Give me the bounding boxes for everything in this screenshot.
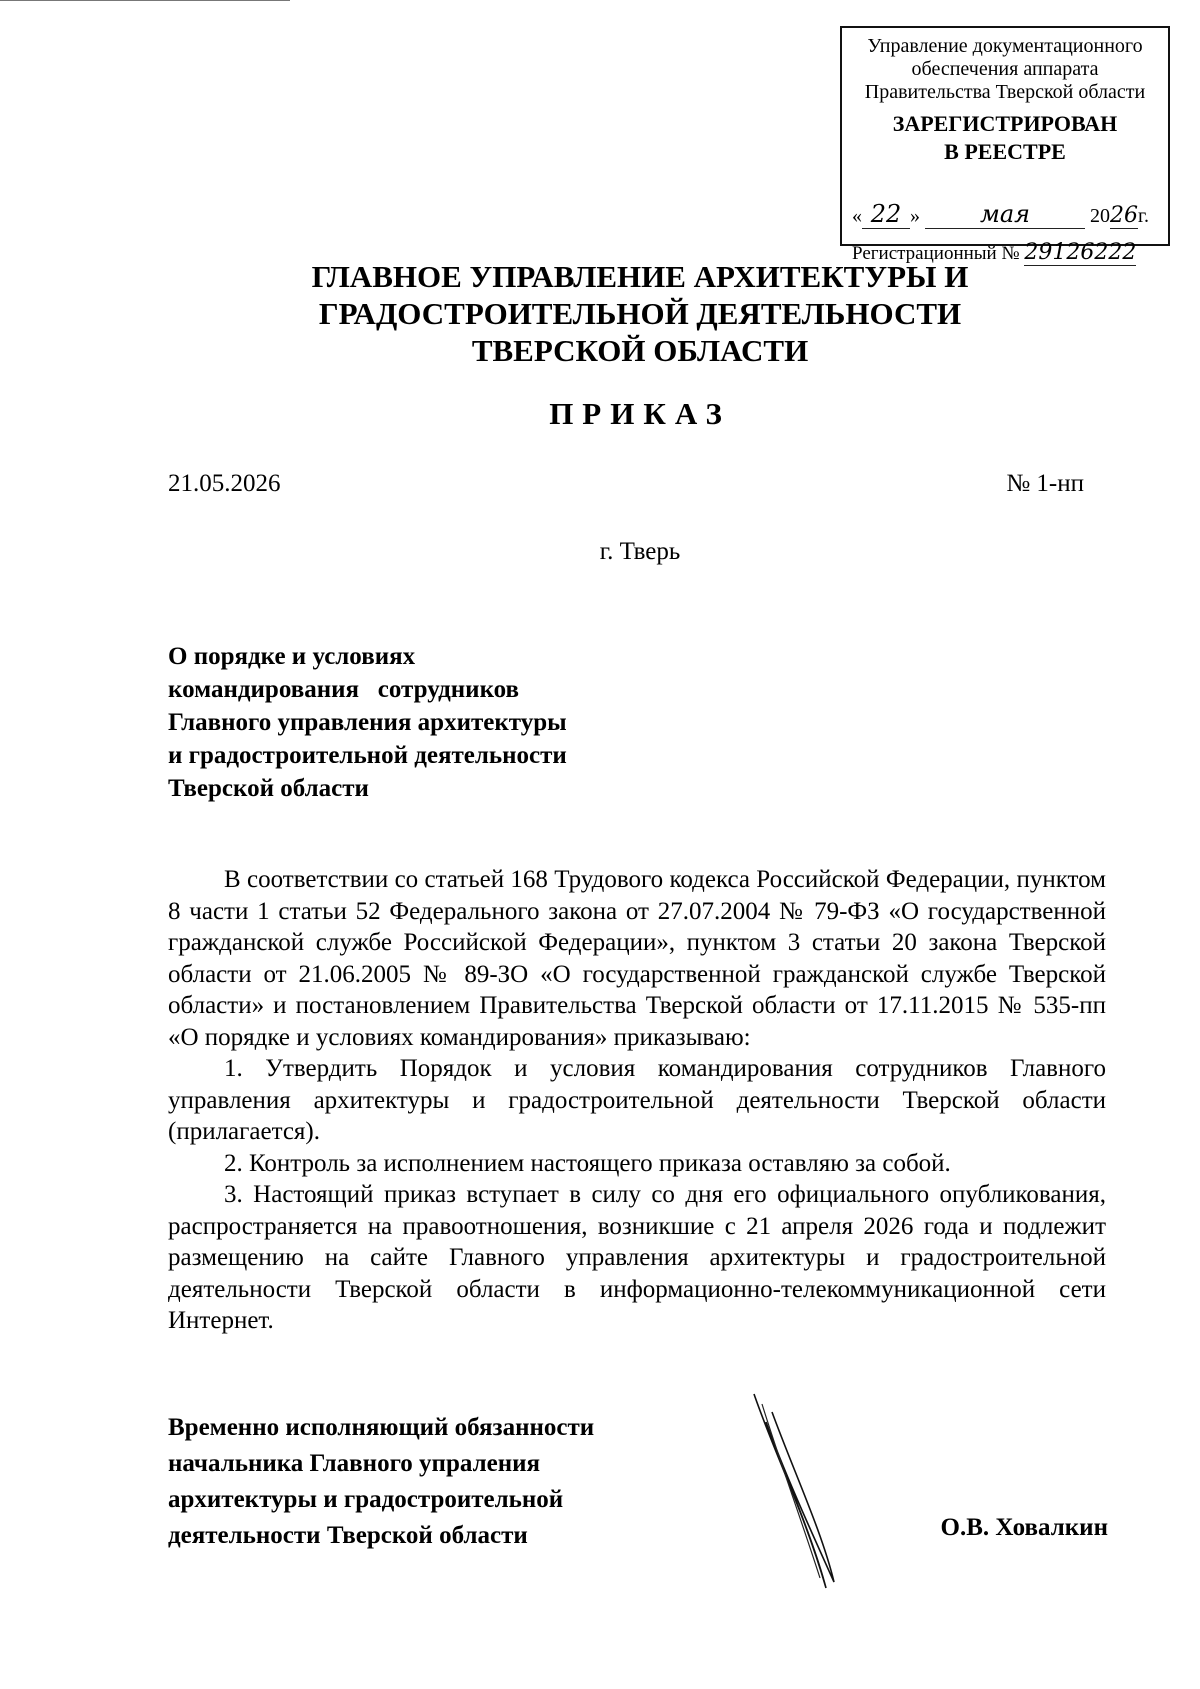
subject-line: Главного управления архитектуры — [168, 709, 567, 736]
subject-line: О порядке и условиях — [168, 643, 416, 670]
stamp-dept-line: Управление документационного — [867, 35, 1143, 57]
handwritten-signature — [744, 1392, 854, 1592]
stamp-year-suffix: 26 — [1110, 203, 1138, 228]
organization-name — [0, 258, 1200, 369]
registration-stamp — [840, 26, 1170, 265]
signer-position-line: деятельности Тверской области — [168, 1522, 528, 1549]
signer-position — [168, 1410, 594, 1554]
body-paragraph: 2. Контроль за исполнением настоящего приказа оставляю за собой. — [224, 1149, 951, 1177]
signer-position-line: начальника Главного упраления — [168, 1450, 541, 1477]
document-date: 21.05.2026 — [168, 470, 281, 497]
body-paragraph: 3. Настоящий приказ вступает в силу со дня его официального опубликования, распространяется на правоотношения, возникшие с 21 апреля 2026 года и подлежит размещению на сайте Главного управления архитектуры и градостроительной деятельности Тверской области в информационно-телекоммуникационной сети Интернет. — [168, 1181, 1106, 1334]
org-line: ГРАДОСТРОИТЕЛЬНОЙ ДЕЯТЕЛЬНОСТИ — [318, 296, 962, 331]
stamp-day: 22 — [862, 200, 910, 229]
document-body — [168, 864, 1106, 1337]
signer-position-line: архитектуры и градостроительной — [168, 1486, 564, 1513]
org-line: ГЛАВНОЕ УПРАВЛЕНИЕ АРХИТЕКТУРЫ И — [311, 259, 969, 294]
stamp-month: мая — [925, 200, 1085, 229]
document-subject — [168, 640, 567, 805]
subject-line: и градостроительной деятельности — [168, 742, 567, 769]
document-city: г. Тверь — [599, 538, 681, 565]
body-paragraph: В соответствии со статьей 168 Трудового кодекса Российской Федерации, пунктом 8 части 1 статьи 52 Федерального закона от 27.07.2004 № 79-ФЗ «О государственной гражданской службе Российской Федерации», пунктом 3 статьи 20 закона Тверской области от 21.06.2005 № 89-ЗО «О государственной гражданской службе Тверской области» и постановлением Правительства Тверской области от 17.11.2015 № 535-пп «О порядке и условиях командирования» приказываю: — [168, 866, 1106, 1051]
stamp-reg-label: Регистрационный № — [852, 243, 1020, 264]
signer-name: О.В. Ховалкин — [940, 1514, 1108, 1541]
body-paragraph: 1. Утвердить Порядок и условия командирования сотрудников Главного управления архитектуры и градостроительной деятельности Тверской области (прилагается). — [168, 1055, 1106, 1145]
document-number: № 1-нп — [1006, 470, 1084, 497]
subject-line: командирования сотрудников — [168, 676, 520, 703]
scan-artifact-line — [0, 0, 290, 1]
stamp-dept-line: Правительства Тверской области — [864, 81, 1146, 103]
signer-position-line: Временно исполняющий обязанности — [168, 1414, 595, 1441]
stamp-year-prefix: 20 — [1090, 205, 1110, 227]
document-type-title: ПРИКАЗ — [549, 396, 731, 431]
subject-line: Тверской области — [168, 775, 369, 802]
org-line: ТВЕРСКОЙ ОБЛАСТИ — [471, 333, 809, 368]
stamp-date-line: « 22 » мая 2026г. — [852, 200, 1149, 228]
stamp-status — [842, 110, 1168, 166]
stamp-status-line: ЗАРЕГИСТРИРОВАН — [892, 111, 1118, 136]
stamp-dept-line: обеспечения аппарата — [911, 58, 1099, 80]
stamp-status-line: В РЕЕСТРЕ — [944, 139, 1066, 164]
stamp-reg-number: 29126222 — [1024, 240, 1137, 265]
stamp-year-end: г. — [1138, 205, 1149, 227]
